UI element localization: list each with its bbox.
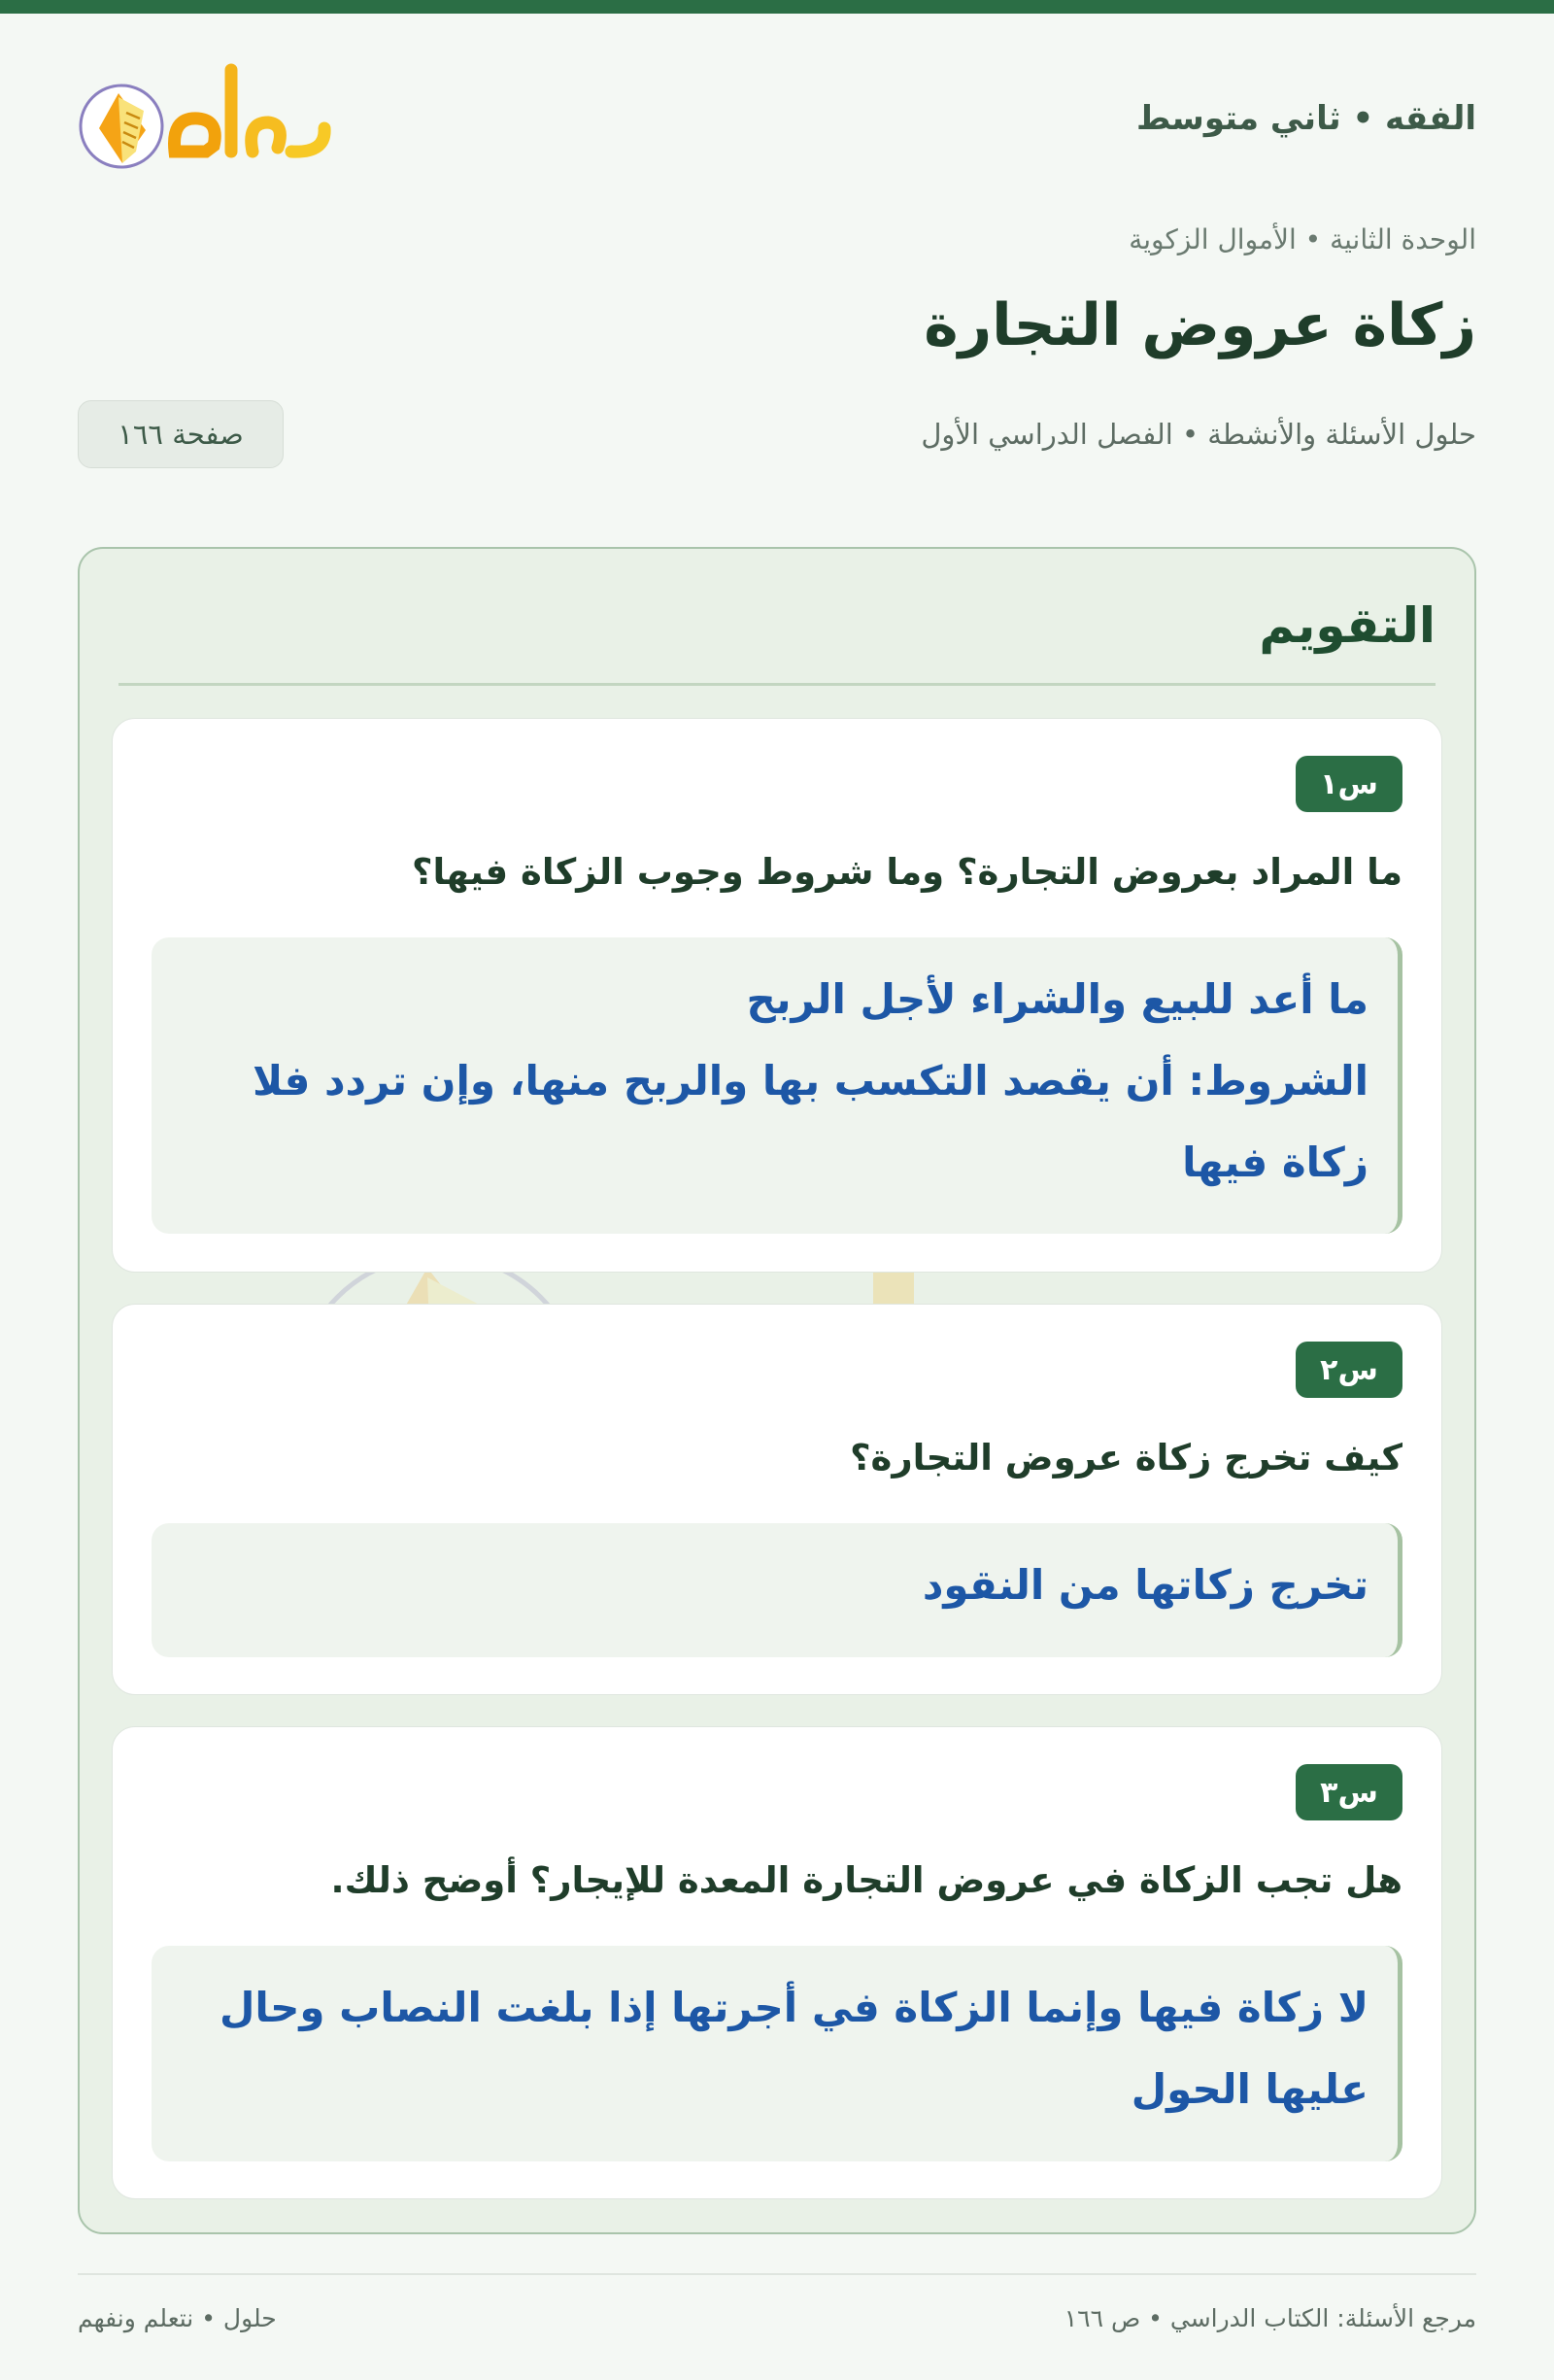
section-divider (118, 683, 1436, 686)
subject-grade: الفقه • ثاني متوسط (1135, 99, 1476, 138)
brand-logo[interactable] (78, 58, 350, 185)
question-text: هل تجب الزكاة في عروض التجارة المعدة للإيجار؟ أوضح ذلك. (330, 1859, 1402, 1901)
question-text: كيف تخرج زكاة عروض التجارة؟ (850, 1437, 1402, 1479)
hulul-logo-icon (78, 58, 350, 185)
answer-box (152, 1523, 1402, 1657)
question-card (112, 718, 1442, 1273)
answer-box (152, 1946, 1402, 2161)
page-number-badge: صفحة ١٦٦ (78, 400, 284, 468)
question-card (112, 1304, 1442, 1695)
page-title: زكاة عروض التجارة (924, 291, 1476, 359)
footer-tagline: حلول • نتعلم ونفهم (78, 2304, 277, 2332)
question-label: س٣ (1296, 1764, 1402, 1820)
section-title: التقويم (1259, 597, 1436, 654)
answer-line: ما أعد للبيع والشراء لأجل الربح (746, 975, 1368, 1023)
question-text: ما المراد بعروض التجارة؟ وما شروط وجوب الزكاة فيها؟ (412, 851, 1402, 893)
answer-line: الشروط: أن يقصد التكسب بها والربح منها، وإن تردد فلا (252, 1057, 1368, 1105)
question-label: س٢ (1296, 1342, 1402, 1398)
answer-line: تخرج زكاتها من النقود (922, 1561, 1368, 1609)
question-card (112, 1726, 1442, 2199)
footer-reference: مرجع الأسئلة: الكتاب الدراسي • ص ١٦٦ (1064, 2304, 1476, 2332)
footer-divider (78, 2273, 1476, 2275)
answer-line: لا زكاة فيها وإنما الزكاة في أجرتها إذا بلغت النصاب وحال (219, 1984, 1368, 2031)
answer-line: عليها الحول (1131, 2065, 1368, 2113)
header (78, 58, 1476, 185)
answer-box (152, 937, 1402, 1234)
question-label: س١ (1296, 756, 1402, 812)
lesson-meta: حلول الأسئلة والأنشطة • الفصل الدراسي الأول (921, 418, 1476, 451)
breadcrumb[interactable]: الوحدة الثانية • الأموال الزكوية (1129, 223, 1476, 255)
answer-line: زكاة فيها (1182, 1139, 1368, 1186)
top-accent-bar (0, 0, 1554, 14)
